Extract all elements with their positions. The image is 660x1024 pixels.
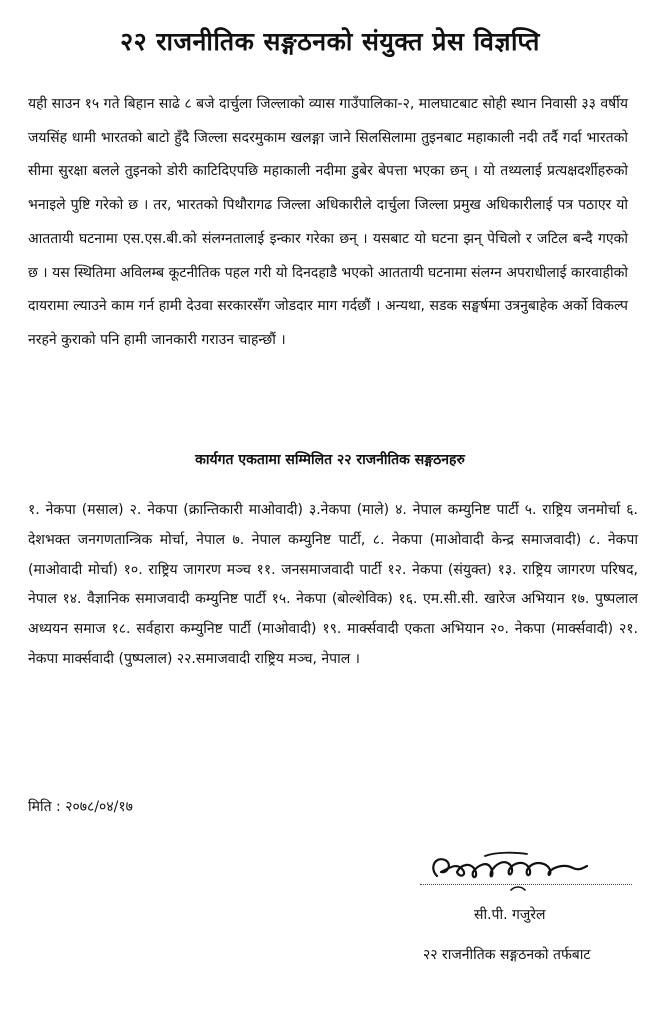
date-line: मिति : २०७८/०४/१७ — [28, 799, 133, 815]
parties-list: १. नेकपा (मसाल) २. नेकपा (क्रान्तिकारी माओवादी) ३.नेकपा (माले) ४. नेपाल कम्युनिष्ट पार्टी ५. राष्ट्रिय जनमोर्चा ६. देशभक्त जनगणतान्त्रिक मोर्चा, नेपाल ७. नेपाल कम्युनिष्ट पार्टी, ८. नेकपा (माओवादी केन्द्र समाजवादी) ८. नेकपा (माओवादी मोर्चा) १०. राष्ट्रिय जागरण मञ्च ११. जनसमाजवादी पार्टी १२. नेकपा (संयुक्त) १३. राष्ट्रिय जागरण परिषद, नेपाल १४. वैज्ञानिक समाजवादी कम्युनिष्ट पार्टी १५. नेकपा (बोल्शेविक) १६. एम.सी.सी. खारेज अभियान १७. पुष्पलाल अध्ययन समाज १८. सर्वहारा कम्युनिष्ट पार्टी (माओवादी) १९. मार्क्सवादी एकता अभियान २०. नेकपा (मार्क्सवादी) २१. नेकपा मार्क्सवादी (पुष्पलाल) २२.समाजवादी राष्ट्रिय मञ्च, नेपाल । — [28, 502, 638, 667]
signer-organization: २२ राजनीतिक सङ्गठनको तर्फबाट — [423, 947, 591, 963]
parties-heading: कार्यगत एकतामा सम्मिलित २२ राजनीतिक सङ्गठनहरु — [195, 452, 465, 468]
statement-paragraph: यही साउन १५ गते बिहान साढे ८ बजे दार्चुला जिल्लाको व्यास गाउँपालिका-२, मालघाटबाट सोही स्थान निवासी ३३ वर्षीय जयसिंह धामी भारतको बाटो हुँदै जिल्ला सदरमुकाम खलङ्गा जाने सिलसिलामा तुइनबाट महाकाली नदी तर्दै गर्दा भारतको सीमा सुरक्षा बलले तुइनको डोरी काटिदिएपछि महाकाली नदीमा डुबेर बेपत्ता भएका छन् । यो तथ्यलाई प्रत्यक्षदर्शीहरुको भनाइले पुष्टि गरेको छ । तर, भारतको पिथौरागढ जिल्ला अधिकारीले दार्चुला जिल्ला प्रमुख अधिकारीलाई पत्र पठाएर यो आततायी घटनामा एस.एस.बी.को संलग्नतालाई इन्कार गरेका छन् । यसबाट यो घटना झन् पेचिलो र जटिल बन्दै गएको छ । यस स्थितिमा अविलम्ब कूटनीतिक पहल गरी यो दिनदहाडै भएको आततायी घटनामा संलग्न अपराधीलाई कारवाहीको दायरामा ल्याउने काम गर्न हामी देउवा सरकारसँग जोडदार माग गर्दछौं । अन्यथा, सडक सङ्घर्षमा उत्रनुबाहेक अर्को विकल्प नरहने कुराको पनि हामी जानकारी गराउन चाहन्छौं । — [28, 96, 628, 348]
signature — [415, 838, 635, 898]
page-title: २२ राजनीतिक सङ्गठनको संयुक्त प्रेस विज्ञप्ति — [120, 27, 540, 56]
signature-line — [420, 884, 632, 885]
signer-name: सी.पी. गजुरेल — [474, 907, 546, 923]
